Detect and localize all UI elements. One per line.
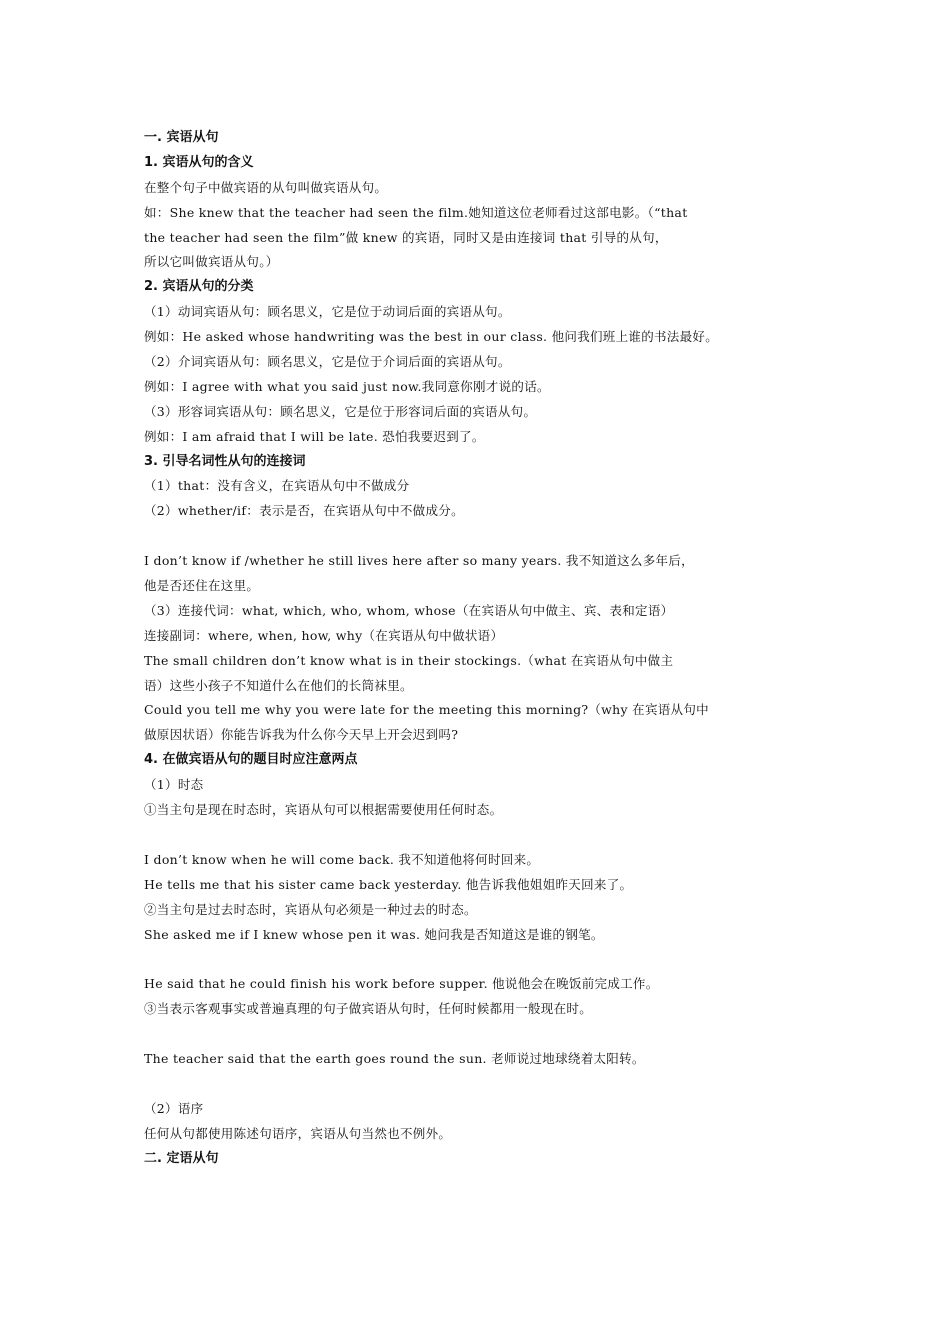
text-line: 如：She knew that the teacher had seen the film.她知道这位老师看过这部电影。（“that (144, 204, 688, 220)
text-line: （2）介词宾语从句：顾名思义，它是位于介词后面的宾语从句。 (144, 354, 511, 370)
text-line: （3）连接代词：what, which, who, whom, whose（在宾语从句中做主、宾、表和定语） (144, 602, 674, 618)
text-line: 例如：I am afraid that I will be late. 恐怕我要迟到了。 (144, 428, 485, 444)
text-line: The teacher said that the earth goes round the sun. 老师说过地球绕着太阳转。 (144, 1050, 645, 1066)
text-line: 例如：He asked whose handwriting was the best in our class. 他问我们班上谁的书法最好。 (144, 329, 718, 345)
text-line: 在整个句子中做宾语的从句叫做宾语从句。 (144, 179, 388, 195)
blank-line (144, 524, 824, 549)
text-line: （2）whether/if：表示是否，在宾语从句中不做成分。 (144, 503, 464, 519)
text-line: He said that he could finish his work before supper. 他说他会在晚饭前完成工作。 (144, 976, 659, 992)
text-line: 语）这些小孩子不知道什么在他们的长筒袜里。 (144, 677, 413, 693)
text-line: I don’t know when he will come back. 我不知道他将何时回来。 (144, 851, 540, 867)
text-line: （3）形容词宾语从句：顾名思义，它是位于形容词后面的宾语从句。 (144, 403, 537, 419)
text-line: ①当主句是现在时态时，宾语从句可以根据需要使用任何时态。 (144, 802, 503, 818)
text-line: 任何从句都使用陈述句语序，宾语从句当然也不例外。 (144, 1125, 452, 1141)
text-line: She asked me if I knew whose pen it was. 她问我是否知道这是谁的钢笔。 (144, 926, 604, 942)
text-line: ③当表示客观事实或普遍真理的句子做宾语从句时，任何时候都用一般现在时。 (144, 1001, 593, 1017)
text-line: I don’t know if /whether he still lives here after so many years. 我不知道这么多年后， (144, 553, 694, 569)
section-heading: 一. 宾语从句 (144, 130, 219, 145)
text-line: Could you tell me why you were late for the meeting this morning?（why 在宾语从句中 (144, 702, 709, 718)
text-line: （1）动词宾语从句：顾名思义，它是位于动词后面的宾语从句。 (144, 304, 511, 320)
section-heading: 二. 定语从句 (144, 1150, 219, 1166)
text-line: 他是否还住在这里。 (144, 578, 260, 594)
text-line: 连接副词：where, when, how, why（在宾语从句中做状语） (144, 627, 504, 643)
section-heading: 2. 宾语从句的分类 (144, 279, 254, 295)
text-line: He tells me that his sister came back yesterday. 他告诉我他姐姐昨天回来了。 (144, 876, 633, 892)
section-heading: 4. 在做宾语从句的题目时应注意两点 (144, 752, 358, 768)
text-line: （1）that：没有含义，在宾语从句中不做成分 (144, 478, 410, 494)
text-line: ②当主句是过去时态时，宾语从句必须是一种过去的时态。 (144, 901, 477, 917)
blank-line (144, 1022, 824, 1047)
text-line: （2）语序 (144, 1100, 204, 1116)
text-line: 例如：I agree with what you said just now.我同意你刚才说的话。 (144, 378, 550, 394)
blank-line (144, 1072, 824, 1097)
text-line: （1）时态 (144, 777, 204, 793)
section-heading: 3. 引导名词性从句的连接词 (144, 453, 306, 469)
text-line: 所以它叫做宾语从句。） (144, 254, 279, 270)
section-heading: 1. 宾语从句的含义 (144, 154, 254, 170)
text-line: 做原因状语）你能告诉我为什么你今天早上开会迟到吗? (144, 727, 459, 743)
document-page (144, 126, 824, 1171)
blank-line (144, 823, 824, 848)
text-line: The small children don’t know what is in their stockings.（what 在宾语从句中做主 (144, 652, 674, 668)
blank-line (144, 947, 824, 972)
text-line: the teacher had seen the film”做 knew 的宾语，同时又是由连接词 that 引导的从句， (144, 229, 668, 245)
